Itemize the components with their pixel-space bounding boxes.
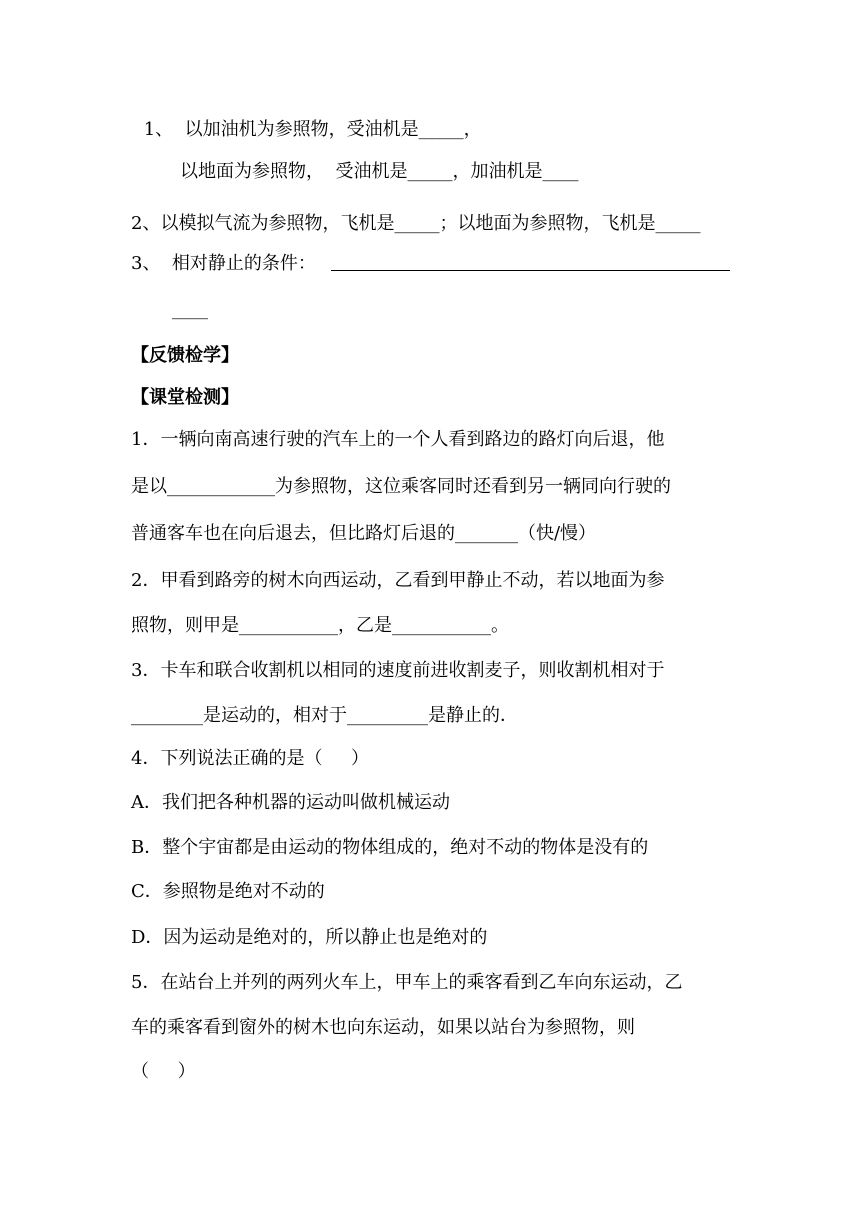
- heading-classroom: 【课堂检测】: [131, 387, 239, 408]
- question-3-line-2: ________是运动的，相对于_________是静止的．: [131, 705, 518, 726]
- question-1-line-3: 普通客车也在向后退去，但比路灯后退的_______（快/慢）: [131, 523, 597, 544]
- question-4-stem: 4．下列说法正确的是（ ）: [131, 748, 370, 769]
- question-4-option-d: D．因为运动是绝对的，所以静止也是绝对的: [131, 927, 488, 948]
- question-4-option-b: B．整个宇宙都是由运动的物体组成的，绝对不动的物体是没有的: [131, 837, 649, 858]
- question-4-option-a: A．我们把各种机器的运动叫做机械运动: [131, 792, 450, 813]
- question-3-line-1: 3．卡车和联合收割机以相同的速度前进收割麦子，则收割机相对于: [131, 660, 665, 681]
- item1-line2: 以地面为参照物， 受油机是_____，加油机是____: [180, 161, 579, 182]
- question-1-line-1: 1．一辆向南高速行驶的汽车上的一个人看到路边的路灯向后退，他: [131, 429, 665, 450]
- question-2-line-1: 2．甲看到路旁的树木向西运动，乙看到甲静止不动，若以地面为参: [131, 570, 665, 591]
- question-2-line-2: 照物，则甲是___________，乙是___________。: [131, 615, 509, 636]
- item3-continuation: ____: [172, 299, 208, 320]
- heading-feedback: 【反馈检学】: [131, 345, 239, 366]
- question-1-line-2: 是以____________为参照物，这位乘客同时还看到另一辆同向行驶的: [131, 476, 671, 497]
- item3-label: 3、 相对静止的条件：: [131, 253, 316, 274]
- question-5-line-1: 5．在站台上并列的两列火车上，甲车上的乘客看到乙车向东运动，乙: [131, 972, 683, 993]
- question-5-line-2: 车的乘客看到窗外的树木也向东运动，如果以站台为参照物，则: [131, 1017, 635, 1038]
- item3-answer-blank: [331, 270, 730, 271]
- question-5-line-3: （ ）: [131, 1061, 196, 1082]
- item1-line1: 1、 以加油机为参照物，受油机是_____，: [138, 119, 482, 140]
- question-4-option-c: C．参照物是绝对不动的: [131, 881, 325, 902]
- item2-line: 2、以模拟气流为参照物，飞机是_____；以地面为参照物，飞机是_____: [131, 213, 701, 234]
